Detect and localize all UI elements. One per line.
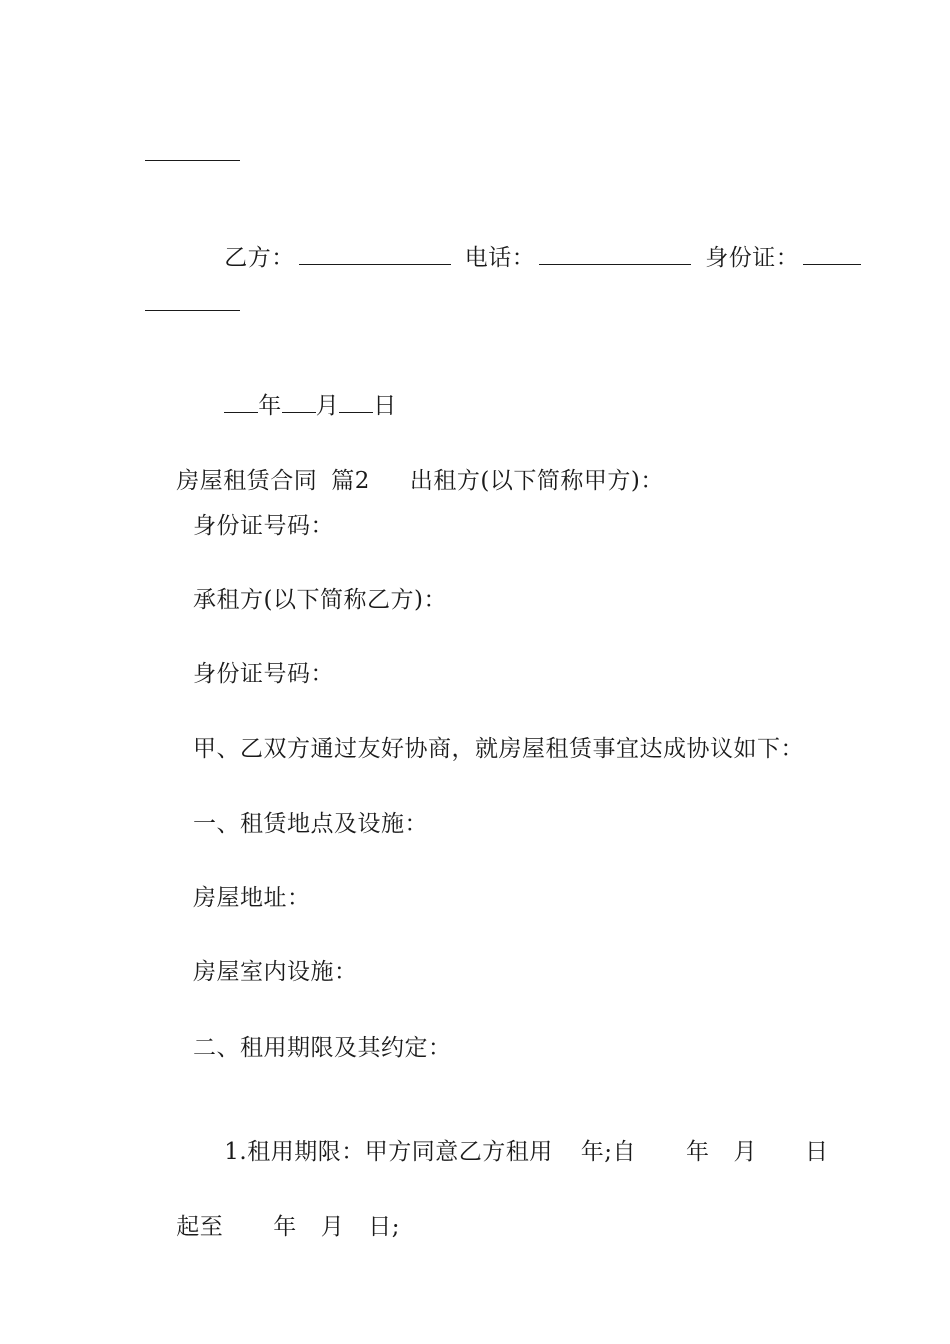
id-label: 身份证： bbox=[705, 245, 800, 271]
section-1-heading: 一、租赁地点及设施： bbox=[193, 811, 428, 837]
day-blank bbox=[339, 390, 373, 413]
lessee-line: 承租方(以下简称乙方)： bbox=[193, 587, 447, 613]
day-label: 日 bbox=[373, 393, 397, 419]
party-b-blank bbox=[299, 242, 451, 265]
term-end-day: 日; bbox=[368, 1214, 400, 1240]
contract-part: 篇2 bbox=[331, 468, 370, 494]
id-blank bbox=[803, 242, 861, 265]
blank-rule-top bbox=[145, 160, 240, 161]
blank-rule-second bbox=[145, 310, 240, 311]
term-end-year: 年 bbox=[273, 1214, 297, 1240]
phone-label: 电话： bbox=[464, 245, 536, 271]
year-blank bbox=[224, 390, 258, 413]
term-end-month: 月 bbox=[320, 1214, 345, 1240]
term-year: 年 bbox=[685, 1139, 710, 1165]
address-line: 房屋地址： bbox=[193, 885, 311, 911]
section-2-heading: 二、租用期限及其约定： bbox=[193, 1035, 452, 1061]
term-end-start: 起至 bbox=[176, 1214, 224, 1240]
party-b-line bbox=[193, 212, 861, 303]
year-label: 年 bbox=[258, 393, 282, 419]
month-label: 月 bbox=[315, 393, 340, 419]
term-start: 1.租用期限：甲方同意乙方租用 bbox=[224, 1139, 553, 1165]
agreement-line: 甲、乙双方通过友好协商，就房屋租赁事宜达成协议如下： bbox=[193, 736, 804, 762]
party-b-label: 乙方： bbox=[224, 245, 295, 271]
month-blank bbox=[282, 390, 316, 413]
lessor-label: 出租方(以下简称甲方)： bbox=[409, 468, 664, 494]
contract-title: 房屋租赁合同 bbox=[176, 468, 318, 494]
term-month: 月 bbox=[733, 1139, 757, 1165]
term-year-unit: 年;自 bbox=[580, 1139, 636, 1165]
facilities-line: 房屋室内设施： bbox=[193, 959, 358, 985]
term-end-line bbox=[145, 1182, 400, 1272]
phone-blank bbox=[539, 242, 691, 265]
id-number-line-2: 身份证号码： bbox=[193, 661, 334, 687]
term-day: 日 bbox=[804, 1139, 829, 1165]
id-number-line-1: 身份证号码： bbox=[193, 513, 334, 539]
